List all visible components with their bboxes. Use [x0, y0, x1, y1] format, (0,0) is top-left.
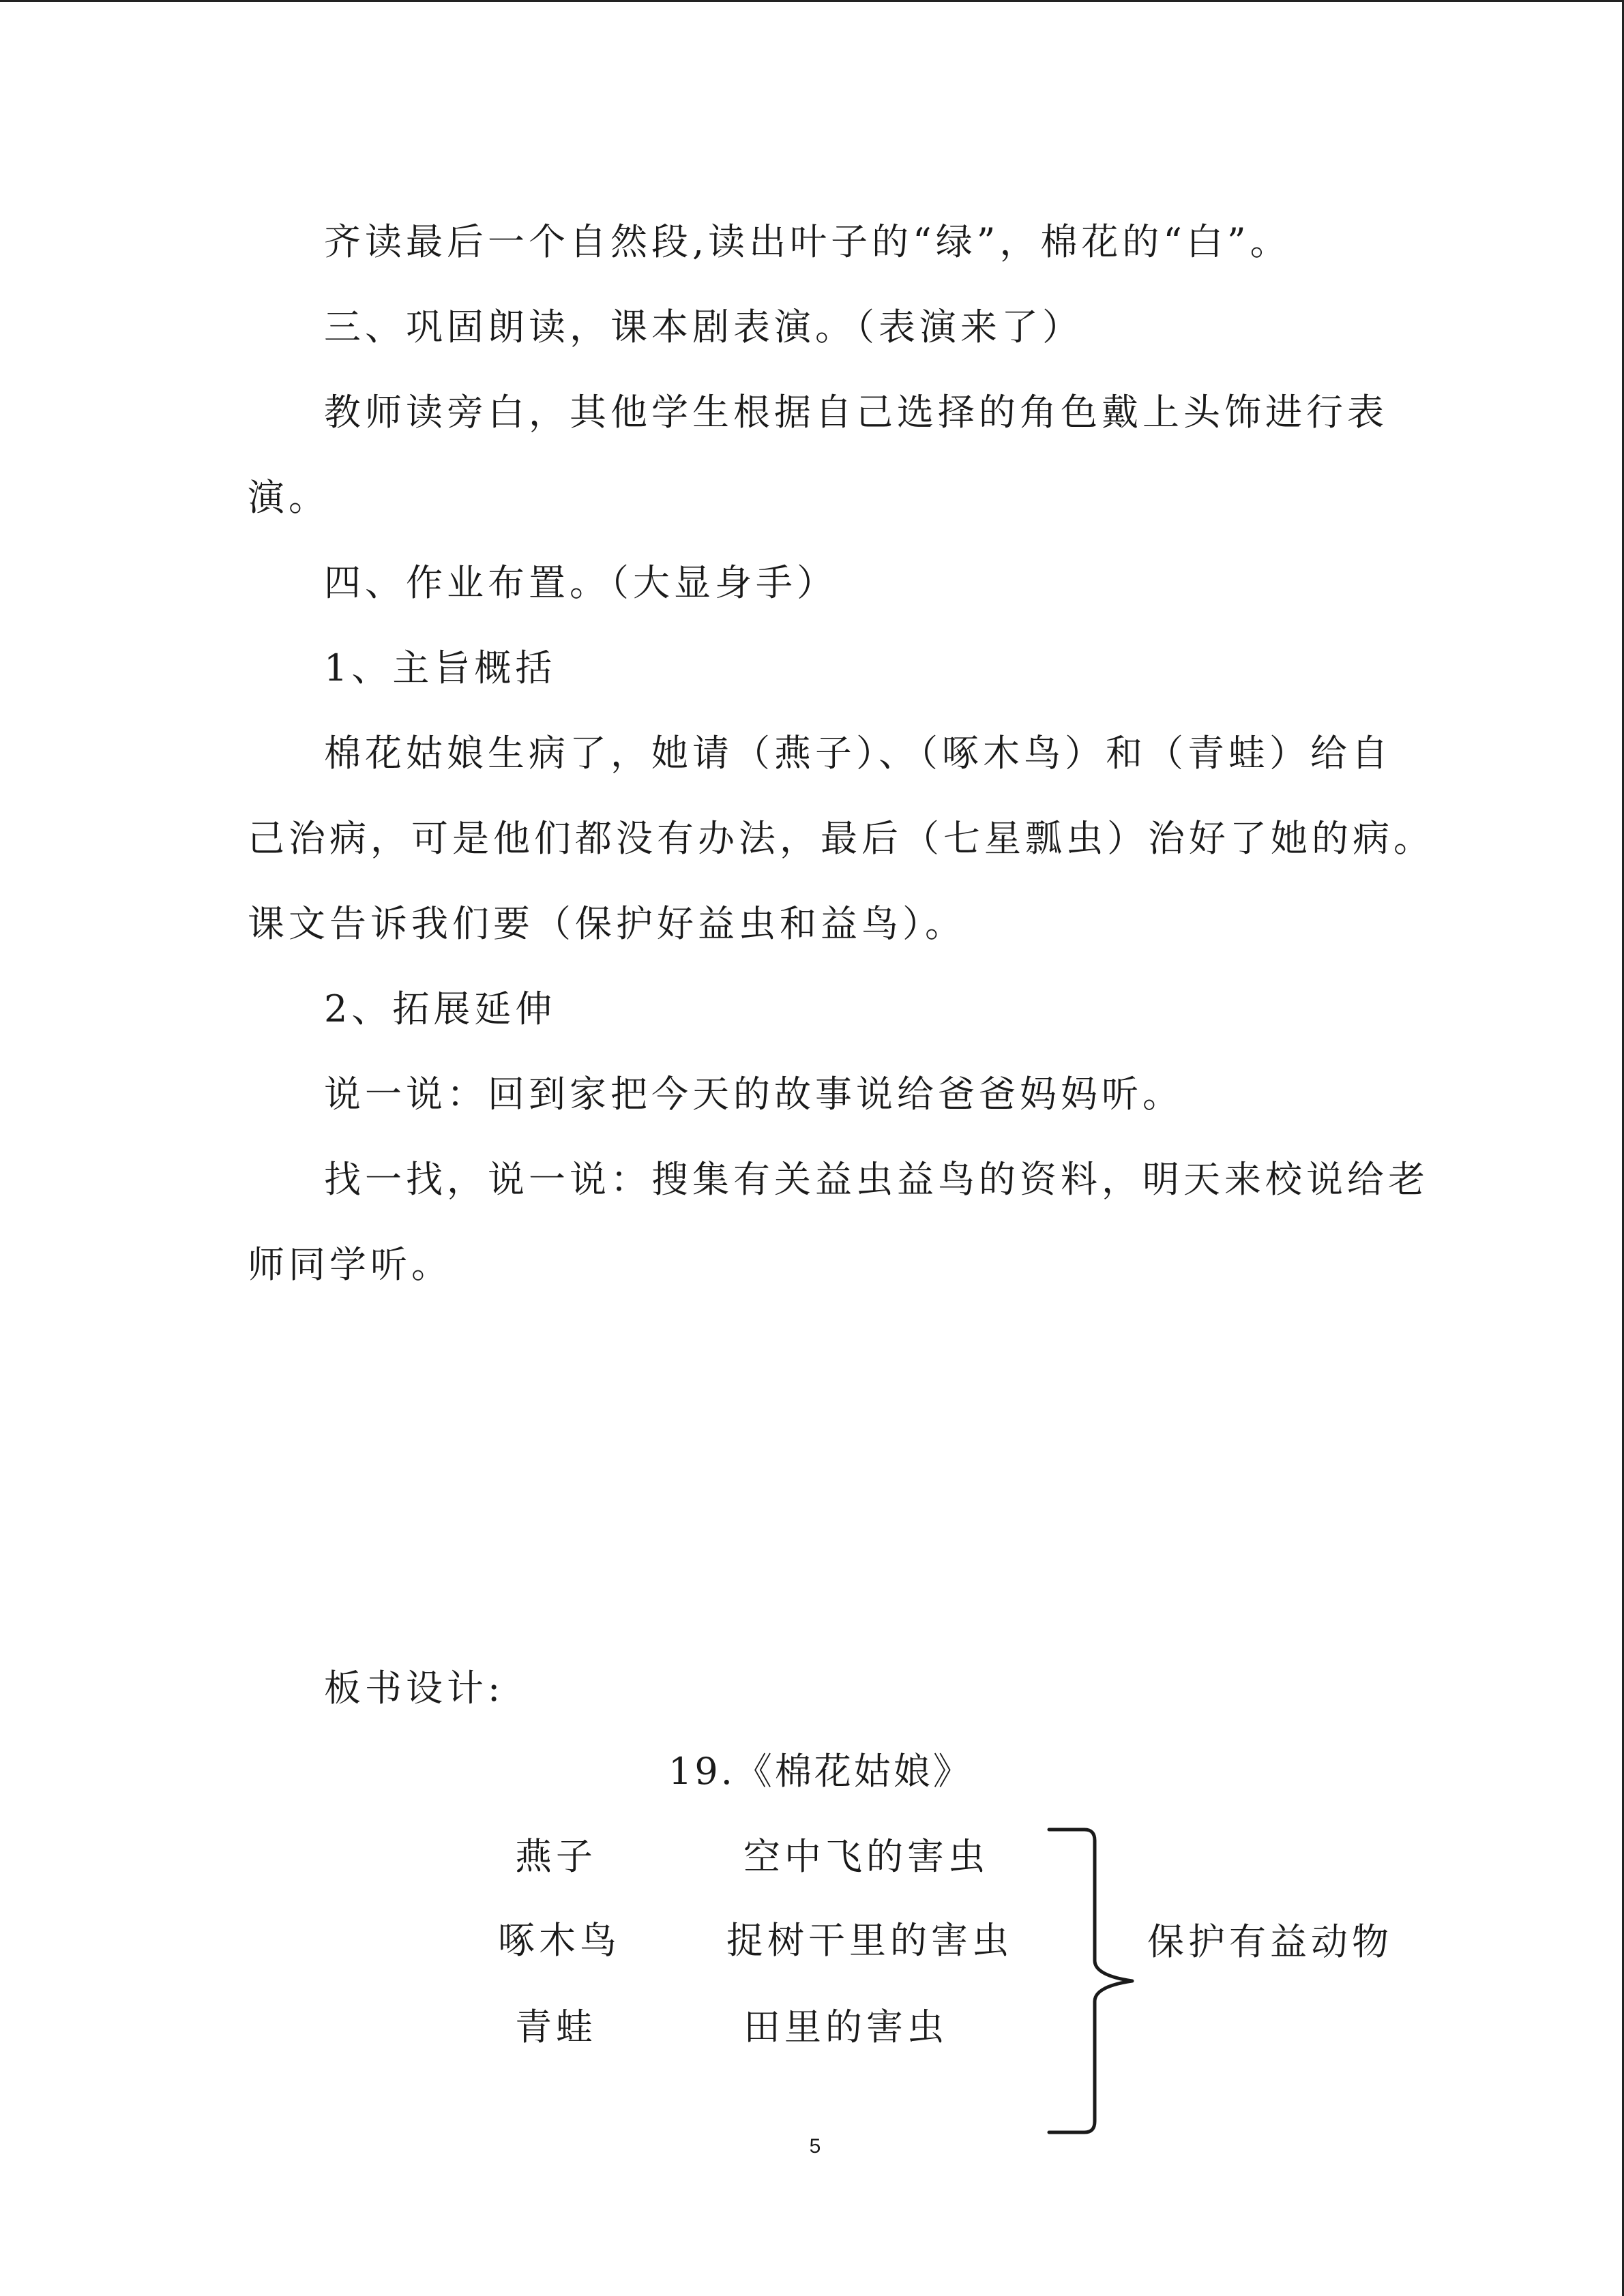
paragraph-collect-info — [248, 1137, 1429, 1307]
paragraph-line: 齐读最后一个自然段,读出叶子的“绿”，棉花的“白”。 — [324, 220, 1291, 263]
paragraph-line: 说一说：回到家把今天的故事说给爸爸妈妈听。 — [324, 1073, 1183, 1116]
paragraph-line: 1、主旨概括 — [324, 646, 557, 689]
section-heading-4 — [248, 540, 1380, 625]
paragraph-read-last-section — [248, 199, 1380, 284]
paragraph-line: 四、作业布置。（大显身手） — [324, 561, 838, 604]
board-design-heading — [248, 1645, 1380, 1731]
paragraph-line: 三、巩固朗读，课本剧表演。（表演来了） — [324, 305, 1083, 348]
board-pest: 田里的害虫 — [743, 2006, 948, 2048]
board-conclusion: 保护有益动物 — [1147, 1920, 1393, 1963]
paragraph-line: 师同学听。 — [248, 1243, 452, 1286]
board-animal: 青蛙 — [515, 2006, 597, 2048]
paragraph-line: 己治病，可是他们都没有办法，最后（七星瓢虫）治好了她的病。 — [248, 817, 1434, 860]
board-animal: 燕子 — [515, 1835, 597, 1878]
paragraph-line: 找一找，说一说：搜集有关益虫益鸟的资料，明天来校说给老 — [324, 1158, 1429, 1201]
paragraph-line: 棉花姑娘生病了，她请（燕子）、（啄木鸟）和（青蛙）给自 — [324, 732, 1392, 775]
paragraph-line: 教师读旁白，其他学生根据自己选择的角色戴上头饰进行表 — [324, 391, 1388, 434]
board-animal: 啄木鸟 — [498, 1919, 621, 1962]
page-top-border — [0, 0, 1624, 2]
paragraph-line: 演。 — [248, 476, 329, 519]
board-title: 19.《棉花姑娘》 — [668, 1750, 973, 1793]
paragraph-line: 2、拓展延伸 — [324, 987, 557, 1030]
page-number: 5 — [809, 2135, 821, 2158]
subheading-summary — [248, 625, 1380, 711]
paragraph-tell-story — [248, 1052, 1380, 1137]
paragraph-line: 课文告诉我们要（保护好益虫和益鸟）。 — [248, 902, 966, 945]
paragraph-performance — [248, 370, 1388, 540]
section-heading-3 — [248, 284, 1380, 370]
board-pest: 捉树干里的害虫 — [726, 1919, 1013, 1962]
paragraph-summary-text — [248, 711, 1434, 966]
board-heading-text: 板书设计: — [324, 1667, 505, 1710]
right-brace-icon — [1044, 1824, 1139, 2138]
subheading-extension — [248, 966, 1380, 1052]
board-pest: 空中飞的害虫 — [743, 1835, 989, 1878]
